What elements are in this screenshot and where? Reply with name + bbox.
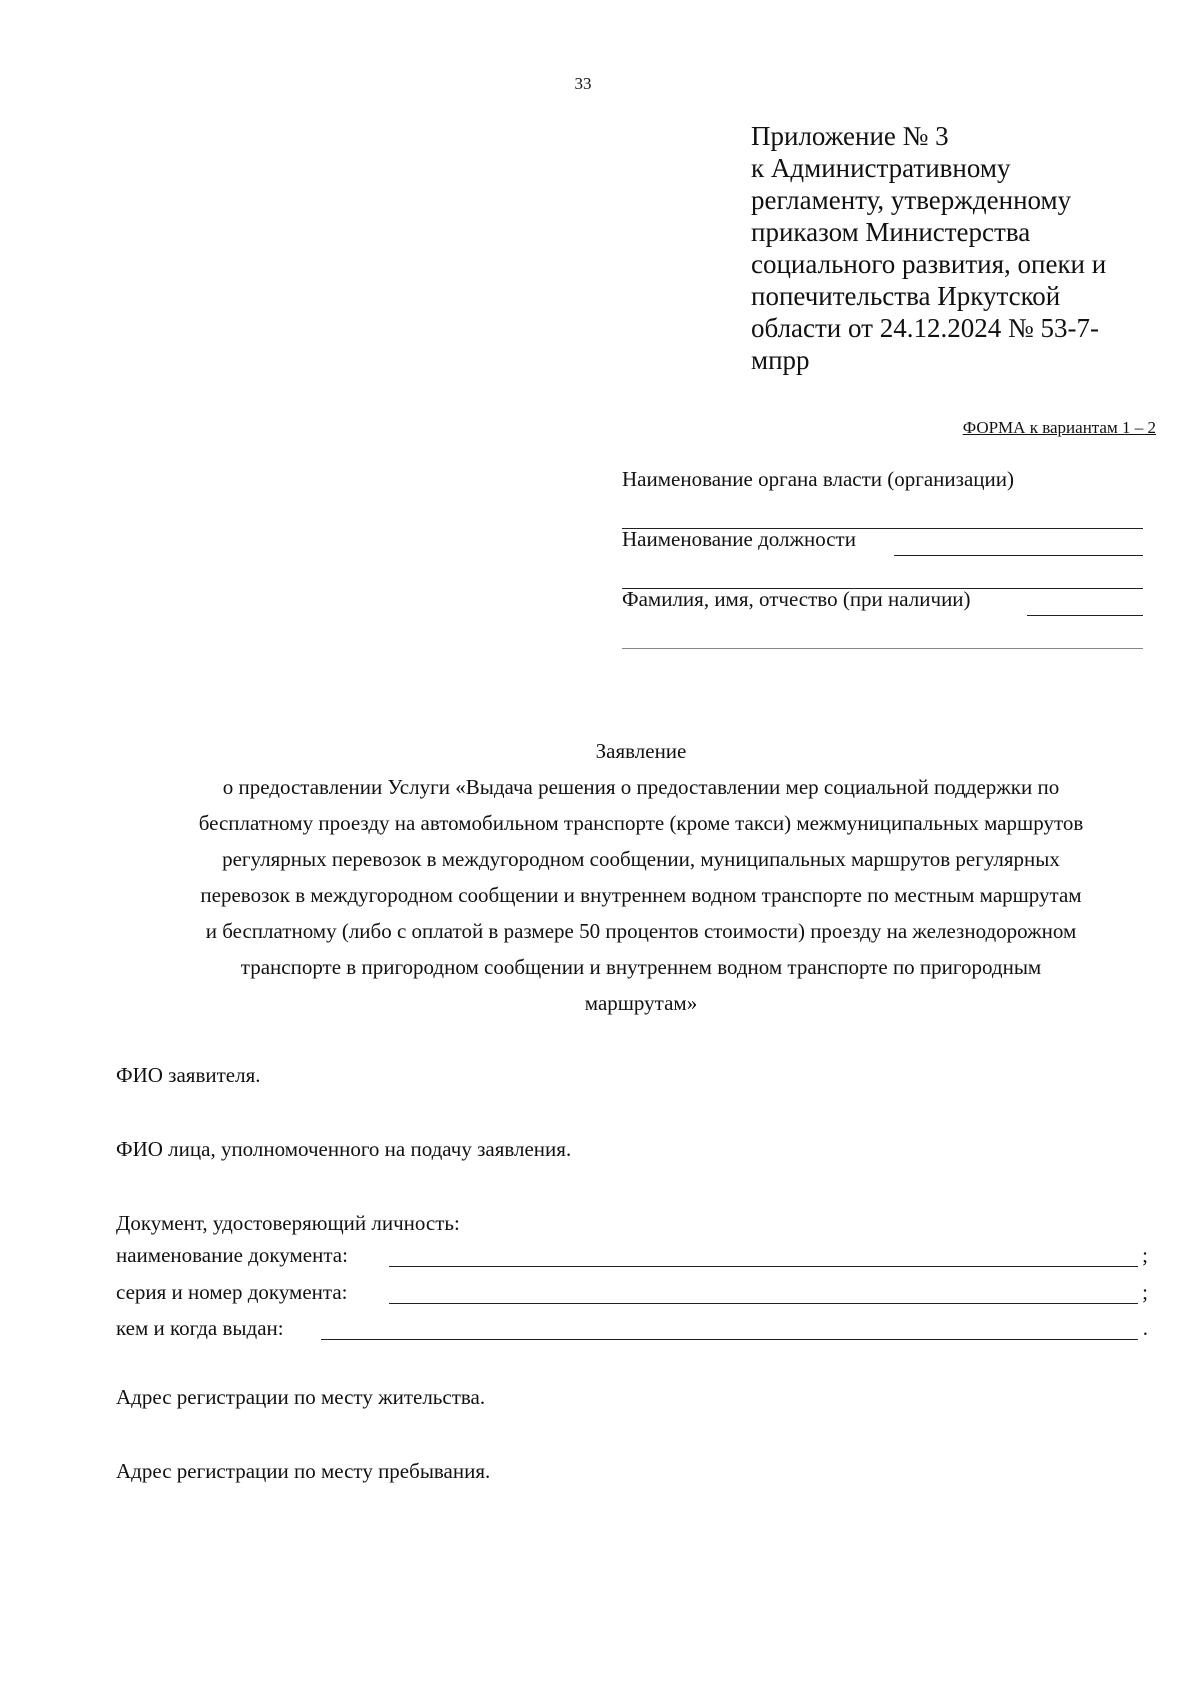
document-name-end: ; <box>1142 1243 1148 1267</box>
identity-document-heading: Документ, удостоверяющий личность: <box>116 1211 460 1235</box>
appendix-line: Приложение № 3 <box>751 121 949 151</box>
statement-line: и бесплатному (либо с оплатой в размере 50 процентов стоимости) проезду на железнодорожном <box>205 919 1077 943</box>
residence-address-field: Адрес регистрации по месту жительства. <box>116 1385 486 1409</box>
appendix-line: области от 24.12.2024 № 53-7- <box>751 313 1099 343</box>
statement-title-block <box>116 733 1166 1021</box>
document-issued-underline[interactable] <box>321 1339 1138 1340</box>
appendix-line: попечительства Иркутской <box>751 281 1061 311</box>
statement-title: Заявление <box>595 739 687 763</box>
statement-line: перевозок в междугородном сообщении и внутреннем водном транспорте по местным маршрутам <box>200 883 1082 907</box>
statement-line: маршрутам» <box>584 991 698 1015</box>
authority-row[interactable] <box>622 467 1143 496</box>
document-name-label: наименование документа: <box>116 1243 348 1267</box>
name-row[interactable] <box>622 587 1143 616</box>
appendix-line: социального развития, опеки и <box>751 249 1107 279</box>
form-variant-label: ФОРМА к вариантам 1 – 2 <box>962 418 1156 437</box>
name-underline-2[interactable] <box>622 648 1143 649</box>
document-number-end: ; <box>1142 1280 1148 1304</box>
document-number-row[interactable] <box>116 1279 1148 1307</box>
applicant-name-field: ФИО заявителя. <box>116 1063 261 1087</box>
page-number: 33 <box>574 74 592 93</box>
appendix-line: регламенту, утвержденному <box>751 185 1072 215</box>
appendix-header <box>751 120 1171 376</box>
name-label: Фамилия, имя, отчество (при наличии) <box>622 587 971 611</box>
appendix-line: приказом Министерства <box>751 217 1031 247</box>
statement-line: транспорте в пригородном сообщении и внутреннем водном транспорте по пригородным <box>240 955 1042 979</box>
appendix-line: мпрр <box>751 345 810 375</box>
document-issued-end: . <box>1142 1316 1148 1340</box>
position-label: Наименование должности <box>622 527 856 551</box>
position-underline[interactable] <box>894 555 1143 556</box>
document-number-underline[interactable] <box>389 1303 1138 1304</box>
position-row[interactable] <box>622 527 1143 556</box>
name-underline[interactable] <box>1027 615 1143 616</box>
statement-line: бесплатному проезду на автомобильном транспорте (кроме такси) межмуниципальных маршрутов <box>198 811 1084 835</box>
document-issued-label: кем и когда выдан: <box>116 1316 284 1340</box>
authority-label: Наименование органа власти (организации) <box>622 467 1014 491</box>
document-issued-row[interactable] <box>116 1315 1148 1343</box>
appendix-line: к Административному <box>751 153 1011 183</box>
document-name-underline[interactable] <box>389 1266 1138 1267</box>
statement-line: регулярных перевозок в междугородном сообщении, муниципальных маршрутов регулярных <box>222 847 1060 871</box>
representative-name-field: ФИО лица, уполномоченного на подачу заявления. <box>116 1137 572 1161</box>
statement-line: о предоставлении Услуги «Выдача решения о предоставлении мер социальной поддержки по <box>222 775 1060 799</box>
stay-address-field: Адрес регистрации по месту пребывания. <box>116 1459 491 1483</box>
document-number-label: серия и номер документа: <box>116 1280 348 1304</box>
addressee-block <box>622 467 1143 660</box>
document-name-row[interactable] <box>116 1242 1148 1270</box>
